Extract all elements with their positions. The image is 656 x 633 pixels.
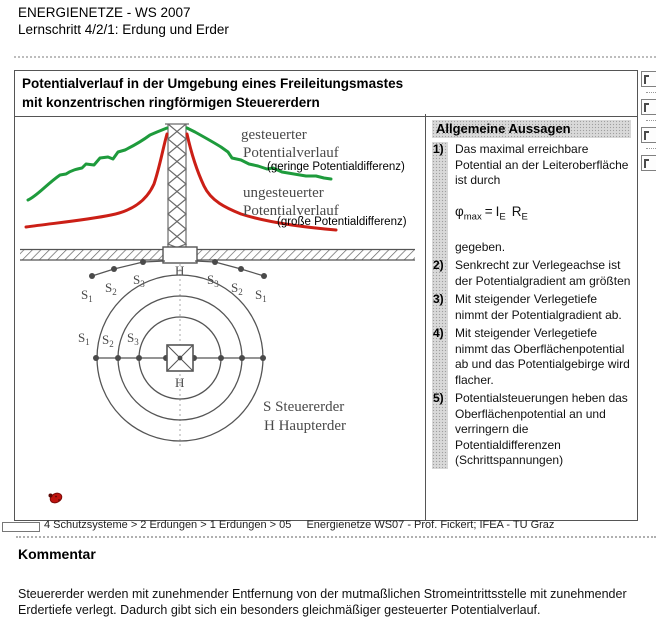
- nav-button-4[interactable]: [641, 155, 656, 171]
- item-text: Das maximal erreichbare Potential an der Leiteroberfläche ist durch $\varphi_{max} = I_E$ $R_E$ gegeben.: [449, 142, 631, 255]
- formula-phi-max: $\varphi_{max} = I_E$ $R_E$: [455, 203, 528, 223]
- comment-body: Steuererder werden mit zunehmender Entfernung von der mutmaßlichen Stromeintrittsstelle mit zunehmender Erdertiefe verlegt. Dadurch gibt sich ein besonders gleichmäßiger gesteuerter Potentialverlauf.: [18, 587, 627, 617]
- ground-hatching: [20, 250, 415, 261]
- label-uncontrolled-2: Potentialverlauf: [243, 203, 339, 219]
- label-controlled-2: Potentialverlauf: [243, 145, 339, 161]
- item1-after: gegeben.: [455, 239, 506, 254]
- legend-haupterder: H Haupterder: [264, 418, 347, 434]
- item-text: Senkrecht zur Verlegeachse ist der Potentialgradient am größten: [455, 258, 631, 288]
- item-number: 3): [433, 292, 444, 307]
- foundation-block: [163, 247, 197, 263]
- nav-icon-fragment: [644, 75, 649, 84]
- nav-button-3[interactable]: [641, 127, 656, 143]
- item-text: Mit steigender Verlegetiefe nimmt das Oberflächenpotential ab und das Potentialgebirge wird flacher.: [455, 326, 630, 387]
- item-number: 1): [433, 142, 444, 156]
- top-separator: [14, 56, 656, 58]
- label-controlled-note: (geringe Potentialdifferenz): [267, 161, 405, 173]
- label-s2-plan: $S_2$: [102, 332, 114, 349]
- label-s2-left: $S_2$: [105, 280, 117, 297]
- label-s3-right: $S_3$: [207, 272, 219, 289]
- nav-icon-fragment: [644, 131, 649, 140]
- item-number: 5): [433, 391, 444, 406]
- red-bug-icon[interactable]: [49, 491, 64, 504]
- nav-separator-3: [646, 148, 656, 149]
- item-number: 2): [433, 258, 444, 273]
- statement-item-1: [432, 142, 631, 255]
- statement-item-2: [432, 258, 631, 289]
- label-s1-left: $S_1$: [81, 287, 93, 304]
- label-s3-left: $S_3$: [133, 272, 145, 289]
- label-controlled-1: gesteuerter: [241, 127, 307, 143]
- status-progress-box: [2, 522, 40, 532]
- label-s2-right: $S_2$: [231, 280, 243, 297]
- item-number: 4): [433, 326, 444, 341]
- nav-button-2[interactable]: [641, 99, 656, 115]
- label-haupterder-section: H: [175, 263, 185, 278]
- statement-item-4: [432, 326, 631, 388]
- course-title: ENERGIENETZE - WS 2007: [18, 5, 191, 20]
- slide-title-line1: Potentialverlauf in der Umgebung eines Freileitungsmastes: [22, 76, 404, 91]
- nav-separator-1: [646, 92, 656, 93]
- status-bar: [44, 519, 554, 531]
- nav-icon-fragment: [644, 103, 649, 112]
- item-text: Mit steigender Verlegetiefe nimmt der Potentialgradient ab.: [455, 292, 622, 322]
- lattice-mast: [165, 124, 189, 251]
- label-s1-plan: $S_1$: [78, 330, 90, 347]
- lesson-step: Lernschritt 4/2/1: Erdung und Erder: [18, 22, 229, 37]
- panel-title: Allgemeine Aussagen: [432, 120, 631, 138]
- label-uncontrolled-note: (große Potentialdifferenz): [277, 216, 407, 228]
- center-square-haupterder: [167, 345, 193, 390]
- item-text: Potentialsteuerungen heben das Oberflächenpotential an und verringern die Potentialdifferenzen (Schrittspannungen): [455, 391, 628, 468]
- nav-button-1[interactable]: [641, 71, 656, 87]
- statement-item-3: [432, 292, 631, 323]
- source-credit: Energienetze WS07 - Prof. Fickert; IFEA - TU Graz: [306, 519, 555, 531]
- comment-heading: Kommentar: [18, 546, 96, 562]
- label-s3-plan: $S_3$: [127, 330, 139, 347]
- slide-title-line2: mit konzentrischen ringförmigen Steuererdern: [22, 95, 320, 110]
- label-haupterder-plan: H: [175, 375, 185, 390]
- page-header: [18, 4, 229, 38]
- label-uncontrolled-1: ungesteuerter: [243, 185, 324, 201]
- slide-frame: [14, 70, 638, 521]
- slide-title: [15, 71, 637, 117]
- label-s1-right: $S_1$: [255, 287, 267, 304]
- bottom-separator: [16, 536, 656, 538]
- potential-diagram: [15, 114, 425, 520]
- statements-list: [432, 142, 631, 469]
- steering-electrodes-right: [195, 259, 267, 304]
- breadcrumb: 4 Schutzsysteme > 2 Erdungen > 1 Erdungen > 05: [44, 519, 292, 531]
- statements-panel: [425, 114, 637, 520]
- nav-separator-2: [646, 120, 656, 121]
- legend-steuererder: S Steuererder: [263, 399, 345, 415]
- statement-item-5: [432, 391, 631, 469]
- nav-icon-fragment: [644, 159, 649, 168]
